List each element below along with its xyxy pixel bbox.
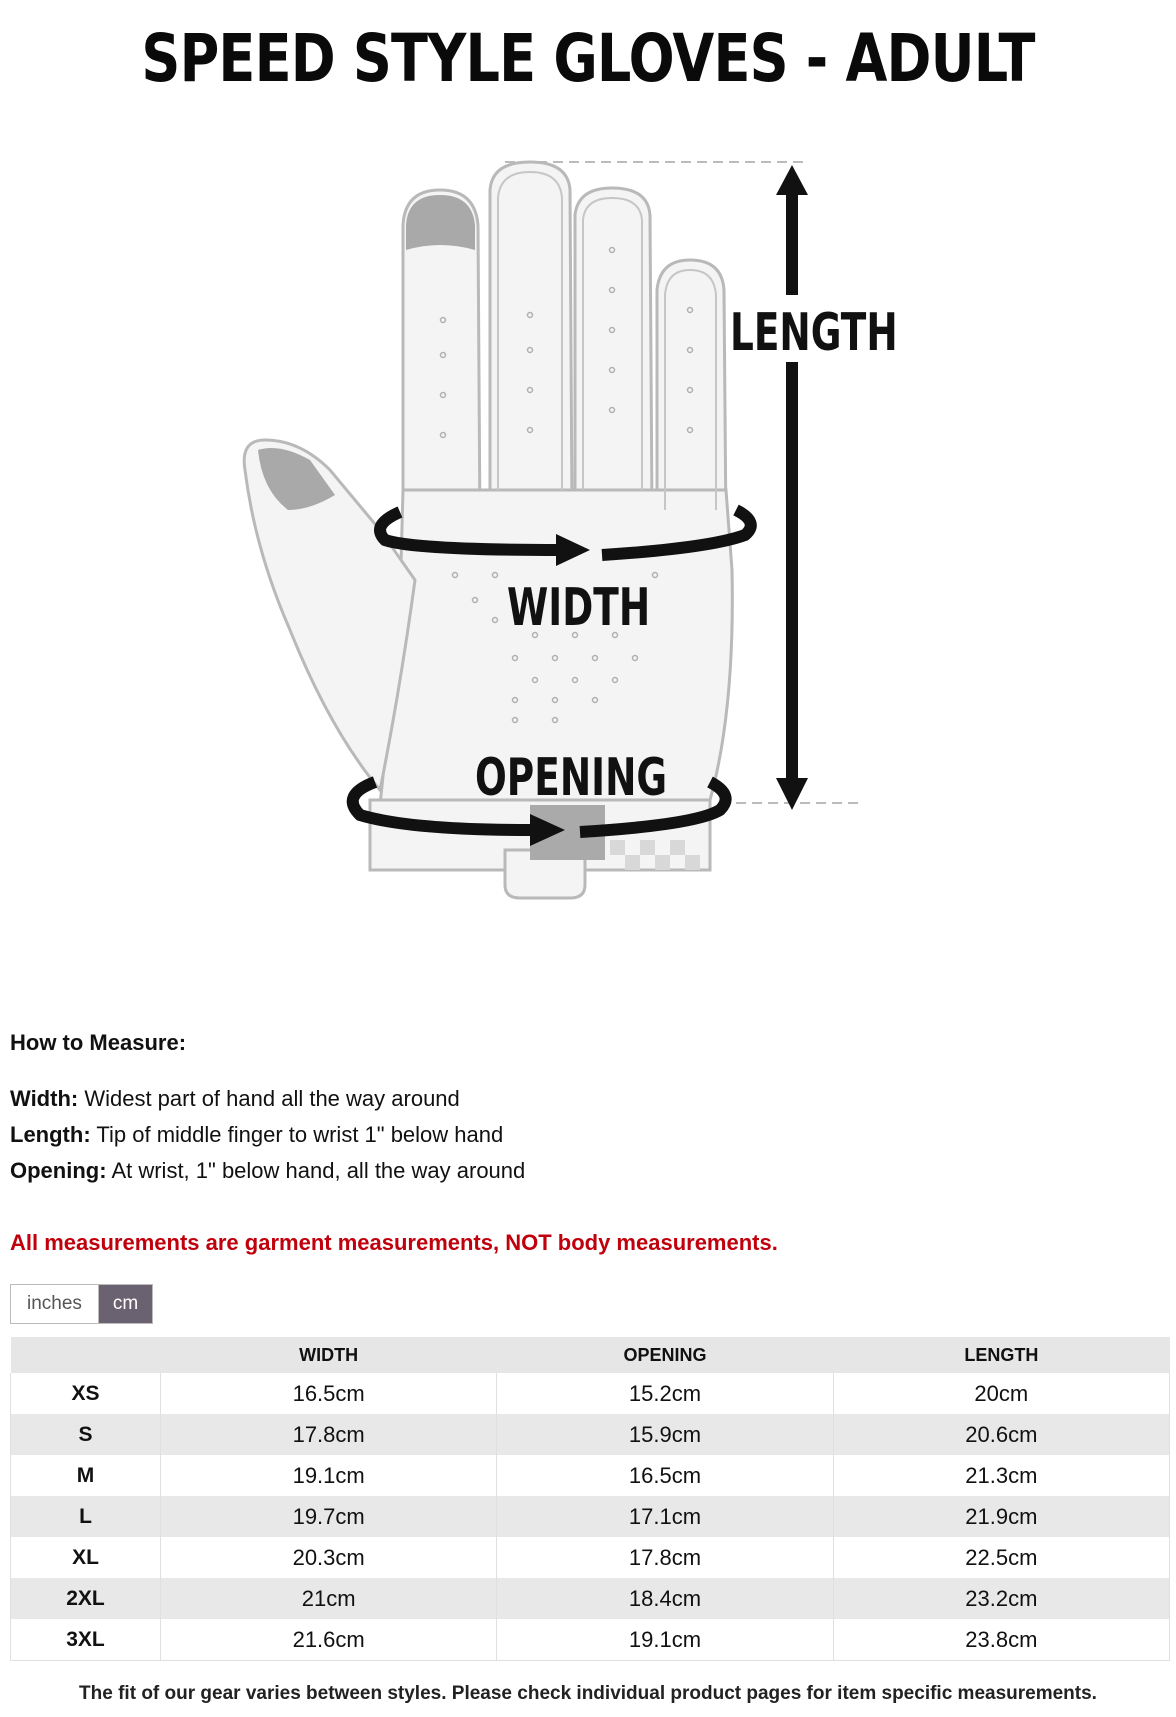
- opening-cell: 16.5cm: [497, 1455, 833, 1496]
- length-cell: 21.9cm: [833, 1496, 1169, 1537]
- opening-cell: 15.9cm: [497, 1414, 833, 1455]
- inches-button[interactable]: inches: [11, 1285, 99, 1323]
- table-row: [11, 1373, 1170, 1414]
- opening-cell: 17.1cm: [497, 1496, 833, 1537]
- length-cell: 23.2cm: [833, 1578, 1169, 1619]
- table-row: [11, 1414, 1170, 1455]
- table-row: [11, 1496, 1170, 1537]
- size-cell: 3XL: [11, 1619, 161, 1661]
- length-cell: 22.5cm: [833, 1537, 1169, 1578]
- opening-cell: 18.4cm: [497, 1578, 833, 1619]
- guide-length: Length: Tip of middle finger to wrist 1" below hand: [10, 1122, 504, 1147]
- width-cell: 19.7cm: [161, 1496, 497, 1537]
- cm-button[interactable]: cm: [99, 1285, 152, 1323]
- length-label: LENGTH: [730, 301, 898, 363]
- header-length: LENGTH: [833, 1337, 1169, 1373]
- width-cell: 21.6cm: [161, 1619, 497, 1661]
- opening-cell: 15.2cm: [497, 1373, 833, 1414]
- guide-opening: Opening: At wrist, 1" below hand, all the way around: [10, 1158, 526, 1183]
- page-title: SPEED STYLE GLOVES - ADULT: [141, 20, 1035, 97]
- glove-illustration: [240, 150, 960, 1000]
- opening-cell: 19.1cm: [497, 1619, 833, 1661]
- width-cell: 17.8cm: [161, 1414, 497, 1455]
- header-opening: OPENING: [497, 1337, 833, 1373]
- guide-width: Width: Widest part of hand all the way around: [10, 1086, 460, 1111]
- table-header-row: [11, 1337, 1170, 1373]
- width-cell: 19.1cm: [161, 1455, 497, 1496]
- garment-warning: All measurements are garment measurements, NOT body measurements.: [10, 1230, 778, 1255]
- size-cell: XS: [11, 1373, 161, 1414]
- opening-label: OPENING: [475, 746, 668, 808]
- width-label: WIDTH: [507, 576, 651, 638]
- size-table: [10, 1337, 1170, 1661]
- unit-toggle: [10, 1284, 153, 1324]
- opening-cell: 17.8cm: [497, 1537, 833, 1578]
- size-cell: 2XL: [11, 1578, 161, 1619]
- length-cell: 20.6cm: [833, 1414, 1169, 1455]
- header-width: WIDTH: [161, 1337, 497, 1373]
- table-row: [11, 1455, 1170, 1496]
- width-cell: 16.5cm: [161, 1373, 497, 1414]
- size-cell: S: [11, 1414, 161, 1455]
- width-cell: 21cm: [161, 1578, 497, 1619]
- size-cell: L: [11, 1496, 161, 1537]
- fit-disclaimer: The fit of our gear varies between styles. Please check individual product pages for item specific measurements.: [79, 1683, 1097, 1704]
- measure-guide: [10, 1030, 1110, 1194]
- table-row: [11, 1578, 1170, 1619]
- length-cell: 20cm: [833, 1373, 1169, 1414]
- length-cell: 21.3cm: [833, 1455, 1169, 1496]
- size-cell: XL: [11, 1537, 161, 1578]
- table-row: [11, 1537, 1170, 1578]
- table-row: [11, 1619, 1170, 1661]
- length-cell: 23.8cm: [833, 1619, 1169, 1661]
- size-cell: M: [11, 1455, 161, 1496]
- header-size: [11, 1337, 161, 1373]
- width-cell: 20.3cm: [161, 1537, 497, 1578]
- guide-heading: How to Measure:: [10, 1030, 187, 1055]
